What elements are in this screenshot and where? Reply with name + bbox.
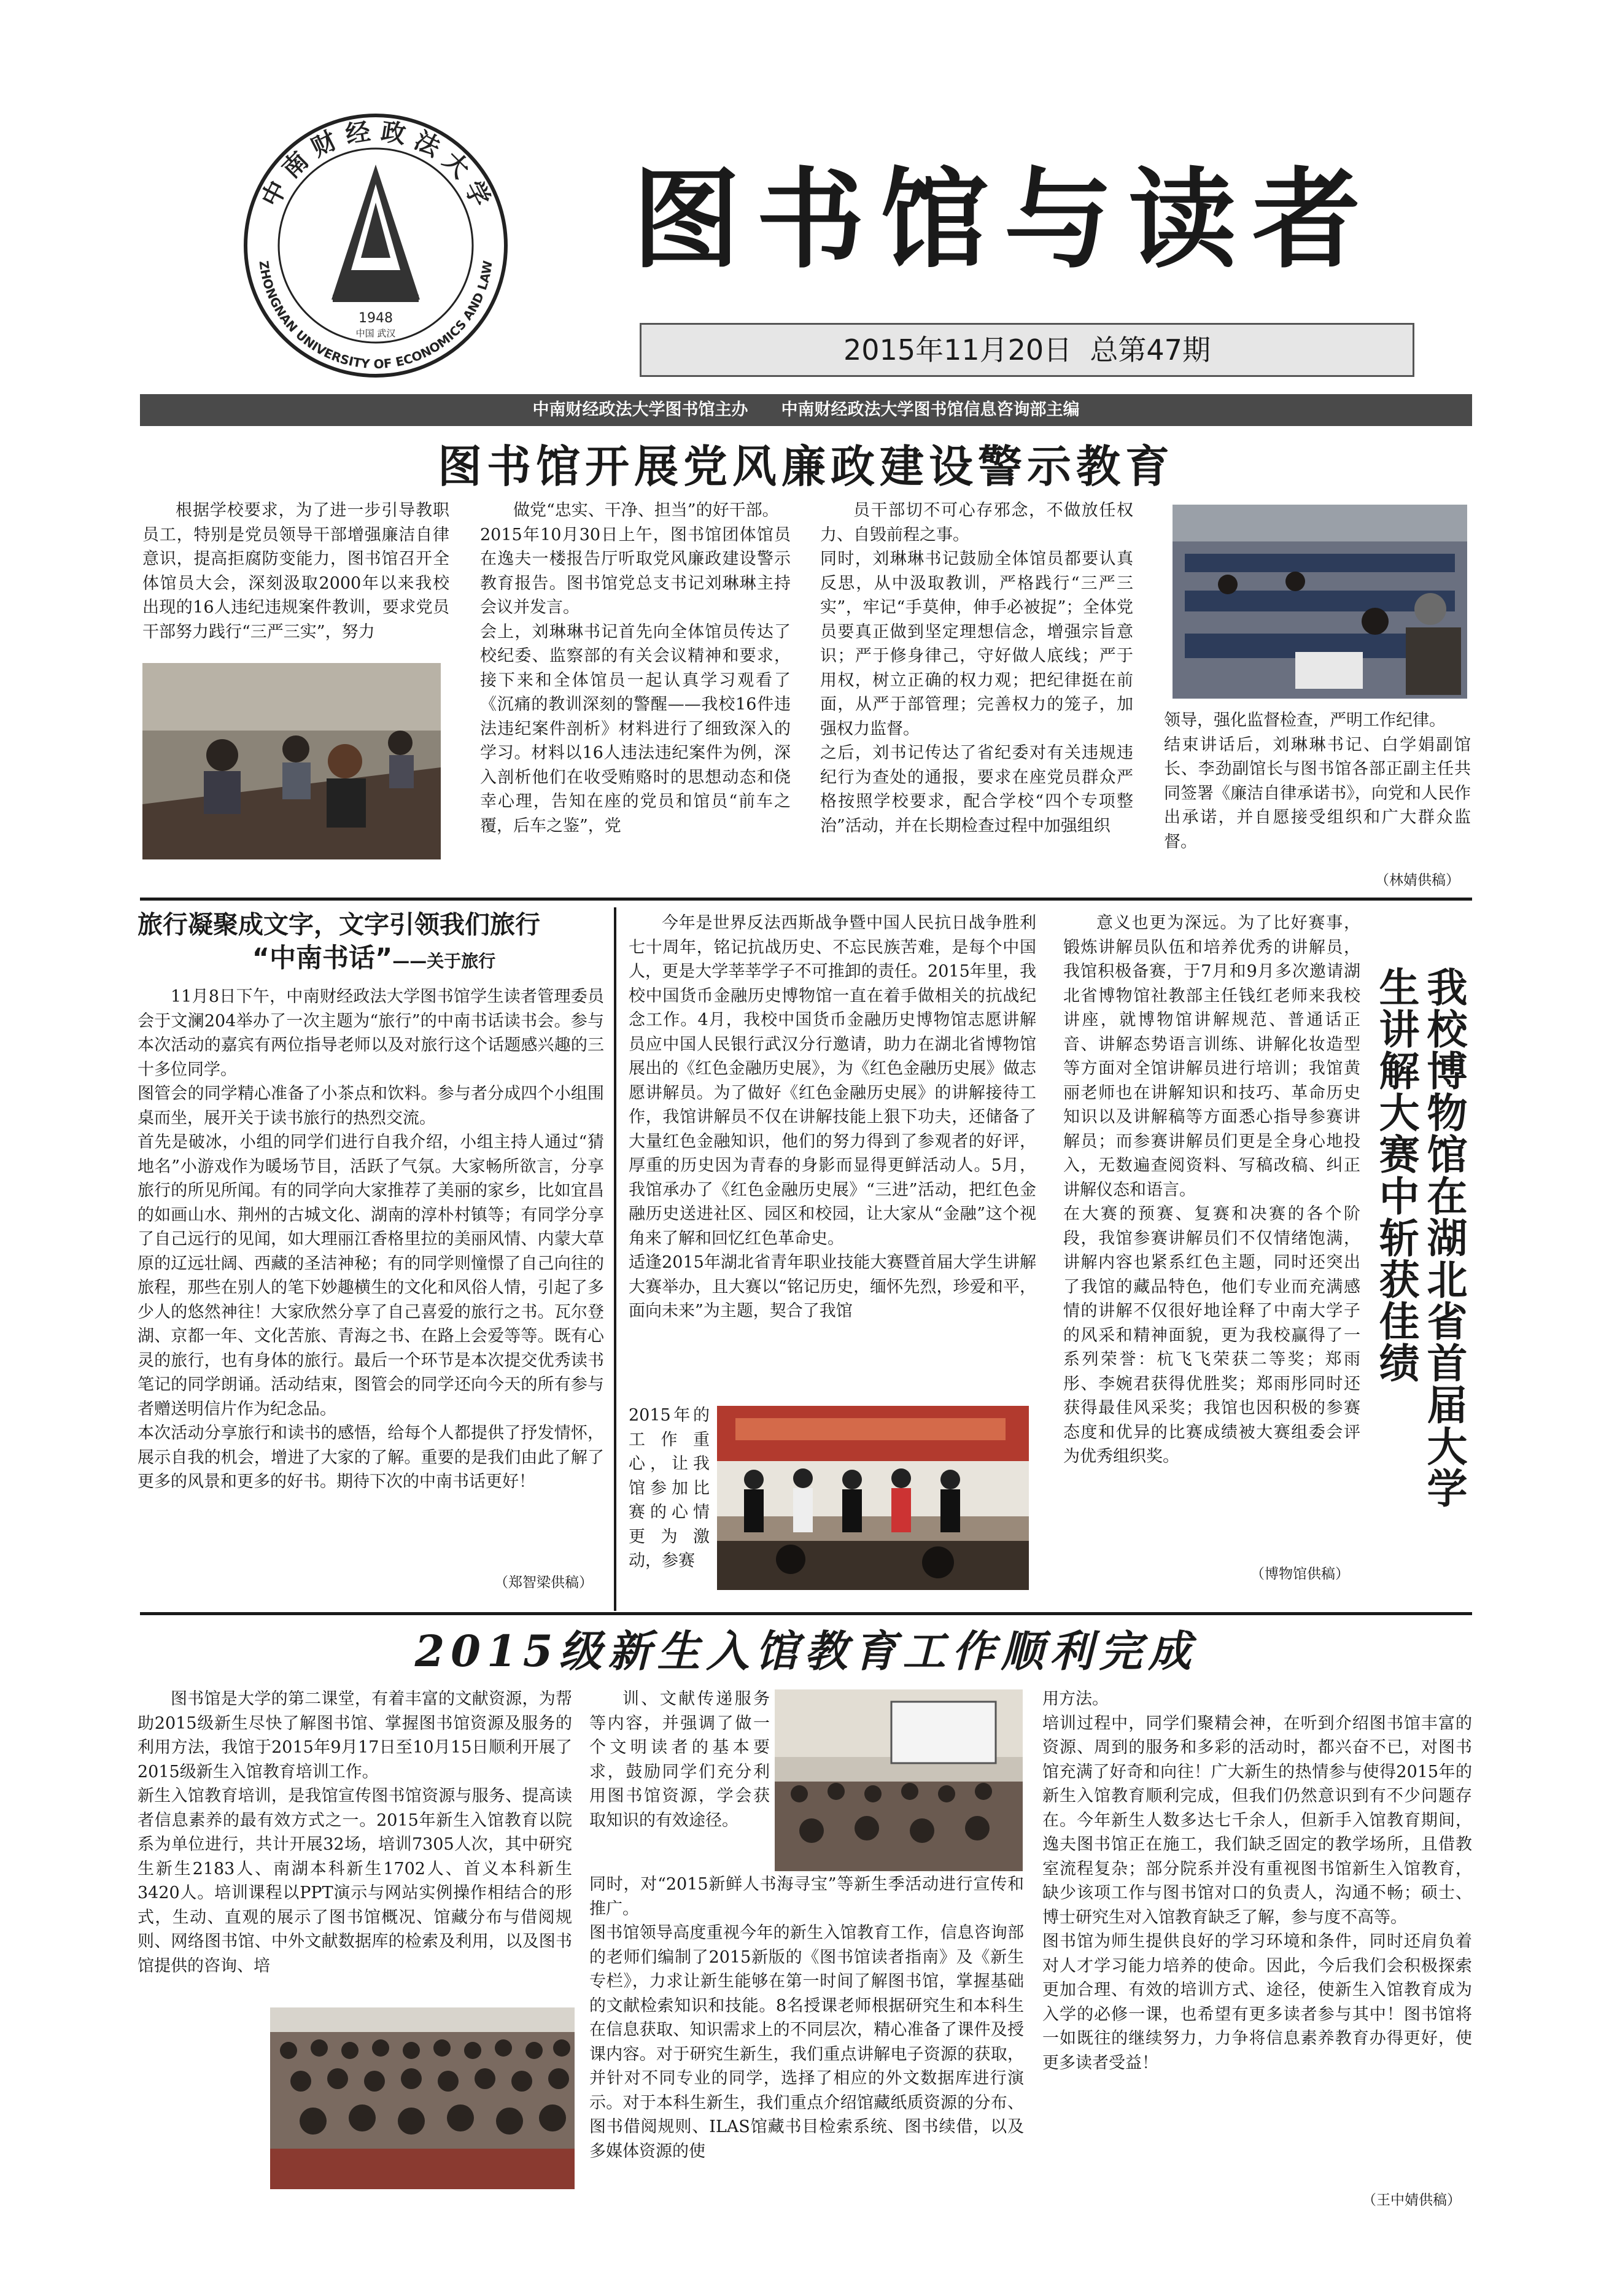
- award-ceremony-photo: [717, 1406, 1029, 1590]
- article3-col1b: [629, 1403, 710, 1590]
- article1-col2-text: 做党“忠实、干净、担当”的好干部。 2015年10月30日上午，图书馆团体馆员在逸夫一楼报告厅听取党风廉政建设警示教育报告。图书馆党总支书记刘琳琳主持会议并发言。 会上，刘琳琳书记首先向全体馆员传达了校纪委、监察部的有关会议精神和要求，接下来和全体馆员一起认真学习观看了《沉痛的教训深刻的警醒——我校16件违法违纪案件剖析》材料进行了细致深入的学习。材料以16人违法违纪案件为例，深入剖析他们在收受贿赂时的思想动态和侥幸心理，告知在座的党员和馆员“前车之覆，后车之鉴”，党: [480, 501, 791, 836]
- article1-col4-text: 领导，强化监督检查，严明工作纪律。 结束讲话后，刘琳琳书记、白学娟副馆长、李劲副馆长与图书馆各部正副主任共同签署《廉洁自律承诺书》，向党和人民作出承诺，并自愿接受组织和广大群众监督。: [1164, 711, 1471, 851]
- article3-credit: （博物馆供稿）: [1250, 1566, 1349, 1582]
- svg-text:中国 武汉: 中国 武汉: [355, 328, 396, 339]
- article1-credit: （林婧供稿）: [1375, 872, 1460, 888]
- article4-col2a: [589, 1687, 770, 1872]
- article4-headline: 2015级新生入馆教育工作顺利完成: [414, 1626, 1198, 1677]
- article4-col3-text: 用方法。 培训过程中，同学们聚精会神，在听到介绍图书馆丰富的资源、周到的服务和多彩的活动时，都兴奋不已，对图书馆充满了好奇和向往！广大新生的热情参与使得2015年的新生入馆教育顺利完成，但我们仍然意识到有不少问题存在。今年新生人数多达七千余人，但新手入馆教育期间，逸夫图书馆正在施工，我们缺乏固定的教学场所，且借教室流程复杂；部分院系并没有重视图书馆新生入馆教育，缺少该项工作与图书馆对口的负责人，沟通不畅；硕士、博士研究生对入馆教育缺乏了解，参与度不高等。 图书馆为师生提供良好的学习环境和条件，同时还肩负着对人才学习能力培养的使命。因此，今后我们会积极探索更加合理、有效的培训方式、途径，使新生入馆教育成为入学的必修一课，也希望有更多读者参与其中！图书馆将一如既往的继续努力，力争将信息素养教育办得更好，使更多读者受益！: [1042, 1689, 1472, 2073]
- article3-col1-text: 今年是世界反法西斯战争暨中国人民抗日战争胜利七十周年，铭记抗战历史、不忘民族苦难，是每个中国人，更是大学莘莘学子不可推卸的责任。2015年里，我校中国货币金融历史博物馆一直在着手做相关的抗战纪念工作。4月，我校中国货币金融历史博物馆志愿讲解员应中国人民银行武汉分行邀请，助力在湖北省博物馆展出的《红色金融历史展》，为《红色金融历史展》做志愿讲解员。为了做好《红色金融历史展》的讲解接待工作，我馆讲解员不仅在讲解技能上狠下功夫，还储备了大量红色金融知识，他们的努力得到了参观者的好评，厚重的历史因为青春的身影而显得更鲜活动人。5月，我馆承办了《红色金融历史展》“三进”活动，把红色金融历史送进社区、园区和校园，让大家从“金融”这个视角来了解和回忆红色革命史。 适逢2015年湖北省青年职业技能大赛暨首届大学生讲解大赛举办，且大赛以“铭记历史，缅怀先烈，珍爱和平，面向未来”为主题，契合了我馆: [629, 913, 1036, 1321]
- article3-col2-text: 意义也更为深远。为了比好赛事，锻炼讲解员队伍和培养优秀的讲解员，我馆积极备赛，于7月和9月多次邀请湖北省博物馆社教部主任钱红老师来我校讲座，就博物馆讲解规范、普通话正音、讲解态势语言训练、讲解化妆造型等方面对全馆讲解员进行培训；我馆黄丽老师也在讲解知识和技巧、革命历史知识以及讲解稿等方面悉心指导参赛讲解员；而参赛讲解员们更是全身心地投入，无数遍查阅资料、写稿改稿、纠正讲解仪态和语言。 在大赛的预赛、复赛和决赛的各个阶段，我馆参赛讲解员们不仅情绪饱满，讲解内容也紧系红色主题，同时还突出了我馆的藏品特色，他们专业而充满感情的讲解不仅很好地诠释了中南大学子的风采和精神面貌，更为我校赢得了一系列荣誉：杭飞飞荣获二等奖；郑雨彤、李婉君获得优胜奖；郑雨彤同时还获得最佳风采奖；我馆也因积极的参赛态度和优异的比赛成绩被大赛组委会评为优秀组织奖。: [1063, 913, 1360, 1466]
- article1-headline: 图书馆开展党风廉政建设警示教育: [437, 440, 1174, 492]
- divider-1: [140, 898, 1472, 901]
- date-issue-box: [640, 323, 1414, 377]
- article4-col2b: [589, 1872, 1024, 2192]
- masthead-title: 图书馆与读者: [632, 156, 1377, 283]
- article3-headline: [1371, 966, 1472, 1549]
- article1-col1-text: 根据学校要求，为了进一步引导教职员工，特别是党员领导干部增强廉洁自律意识，提高拒腐防变能力，图书馆召开全体馆员大会，深刻汲取2000年以来我校出现的16人违纪违规案件教训，要求党员干部努力践行“三严三实”，努力: [142, 501, 449, 642]
- meeting-room-photo: [142, 663, 441, 859]
- article4-col1: [138, 1687, 572, 2030]
- article2-credit: （郑智梁供稿）: [494, 1575, 593, 1591]
- sponsor-bar: [140, 394, 1472, 426]
- university-logo: [241, 111, 511, 381]
- lecture-projector-photo: [775, 1689, 1023, 1871]
- article3-col2: [1063, 911, 1360, 1565]
- article4-credit: （王中婧供稿）: [1362, 2192, 1461, 2208]
- article4-col3: [1042, 1687, 1472, 2190]
- divider-vertical-1: [614, 907, 616, 1611]
- svg-text:中 南 财 经 政 法 大 学: 中 南 财 经 政 法 大 学: [255, 117, 496, 212]
- article1-col2: [480, 498, 791, 866]
- sponsor-text: 中南财经政法大学图书馆主办 中南财经政法大学图书馆信息咨询部主编: [532, 400, 1080, 419]
- article2-headline-2: “中南书话”: [252, 943, 393, 974]
- lecture-hall-students-photo: [270, 2007, 575, 2189]
- article2-body-text: 11月8日下午，中南财经政法大学图书馆学生读者管理委员会于文澜204举办了一次主题为“旅行”的中南书话读书会。参与本次活动的嘉宾有两位指导老师以及对旅行这个话题感兴趣的三十多位同学。 图管会的同学精心准备了小茶点和饮料。参与者分成四个小组围桌而坐，展开关于读书旅行的热烈交流。 首先是破冰，小组的同学们进行自我介绍，小组主持人通过“猜地名”小游戏作为暖场节目，活跃了气氛。大家畅所欲言，分享旅行的所见所闻。有的同学向大家推荐了美丽的家乡，比如宜昌的如画山水、荆州的古城文化、湖南的淳朴村镇等；有同学分享了自己远行的见闻，如大理丽江香格里拉的美丽风情、内蒙大草原的辽远壮阔、西藏的圣洁神秘；有的同学则憧憬了自己向往的旅程，那些在别人的笔下妙趣横生的文化和风俗人情，引起了多少人的悠然神往！大家欣然分享了自己喜爱的旅行之书。瓦尔登湖、京都一年、文化苦旅、青海之书、在路上会爱等等。既有心灵的旅行，也有身体的旅行。最后一个环节是本次提交优秀读书笔记的同学朗诵。活动结束，图管会的同学还向今天的所有参与者赠送明信片作为纪念品。 本次活动分享旅行和读书的感悟，给每个人都提供了抒发情怀，展示自我的机会，增进了大家的了解。重要的是我们由此了解了更多的风景和更多的好书。期待下次的中南书话更好！: [138, 987, 604, 1491]
- article2-headline-3: ——关于旅行: [392, 951, 496, 971]
- article3-col1b-text: 2015年的工作重心，让我馆参加比赛的心情更为激动，参赛: [629, 1406, 710, 1570]
- article4-col2b-text: 同时，对“2015新鲜人书海寻宝”等新生季活动进行宣传和推广。 图书馆领导高度重视今年的新生入馆教育工作，信息咨询部的老师们编制了2015新版的《图书馆读者指南》及《新生专栏》，力求让新生能够在第一时间了解图书馆，掌握基础的文献检索知识和技能。8名授课老师根据研究生和本科生在信息获取、知识需求上的不同层次，精心准备了课件及授课内容。对于研究生新生，我们重点讲解电子资源的获取，并针对不同专业的同学，选择了相应的外文数据库进行演示。对于本科生新生，我们重点介绍馆藏纸质资源的分布、图书借阅规则、ILAS馆藏书目检索系统、图书续借，以及多媒体资源的使: [589, 1875, 1024, 2161]
- article4-col2a-text: 训、文献传递服务等内容，并强调了做一个文明读者的基本要求，鼓励同学们充分利用图书馆资源，学会获取知识的有效途径。: [589, 1689, 770, 1830]
- article1-col3: [820, 498, 1133, 866]
- svg-text:1948: 1948: [359, 311, 393, 326]
- article3-headline-text: 我校博物馆在湖北省首届大学生讲解大赛中斩获佳绩: [1372, 966, 1467, 1509]
- auditorium-audience-photo: [1173, 505, 1467, 699]
- article2-headline-1: 旅行凝聚成文字，文字引领我们旅行: [138, 910, 540, 939]
- article4-col1-text: 图书馆是大学的第二课堂，有着丰富的文献资源，为帮助2015级新生尽快了解图书馆、掌握图书馆资源及服务的利用方法，我馆于2015年9月17日至10月15日顺利开展了2015级新生入馆教育培训工作。 新生入馆教育培训，是我馆宣传图书馆资源与服务、提高读者信息素养的最有效方式之一。2015年新生入馆教育以院系为单位进行，共计开展32场，培训7305人次，其中研究生新生2183人、南湖本科新生1702人、首义本科新生3420人。培训课程以PPT演示与网站实例操作相结合的形式，生动、直观的展示了图书馆概况、馆藏分布与借阅规则、网络图书馆、中外文献数据库的检索及利用，以及图书馆提供的咨询、培: [138, 1689, 572, 1976]
- article2-body: [138, 985, 604, 1573]
- article1-col3-text: 员干部切不可心存邪念，不做放任权力、自毁前程之事。 同时，刘琳琳书记鼓励全体馆员都要认真反思，从中汲取教训，严格践行“三严三实”，牢记“手莫伸，伸手必被捉”；全体党员要真正做到坚定理想信念，增强宗旨意识；严于修身律己，守好做人底线；严于用权，树立正确的权力观；把纪律挺在前面，从严于部管理；完善权力的笼子，加强权力监督。 之后，刘书记传达了省纪委对有关违规违纪行为查处的通报，要求在座党员群众严格按照学校要求，配合学校“四个专项整治”活动，并在长期检查过程中加强组织: [820, 501, 1133, 836]
- article3-col1: [629, 911, 1036, 1401]
- date-issue: 2015年11月20日 总第47期: [843, 333, 1211, 367]
- article1-col4: [1164, 708, 1471, 869]
- article1-col1: [142, 498, 449, 659]
- article2-headline: [138, 909, 610, 976]
- svg-text:ZHONGNAN UNIVERSITY OF ECONOMI: ZHONGNAN UNIVERSITY OF ECONOMICS AND LAW: [256, 260, 495, 372]
- divider-2: [140, 1612, 1472, 1615]
